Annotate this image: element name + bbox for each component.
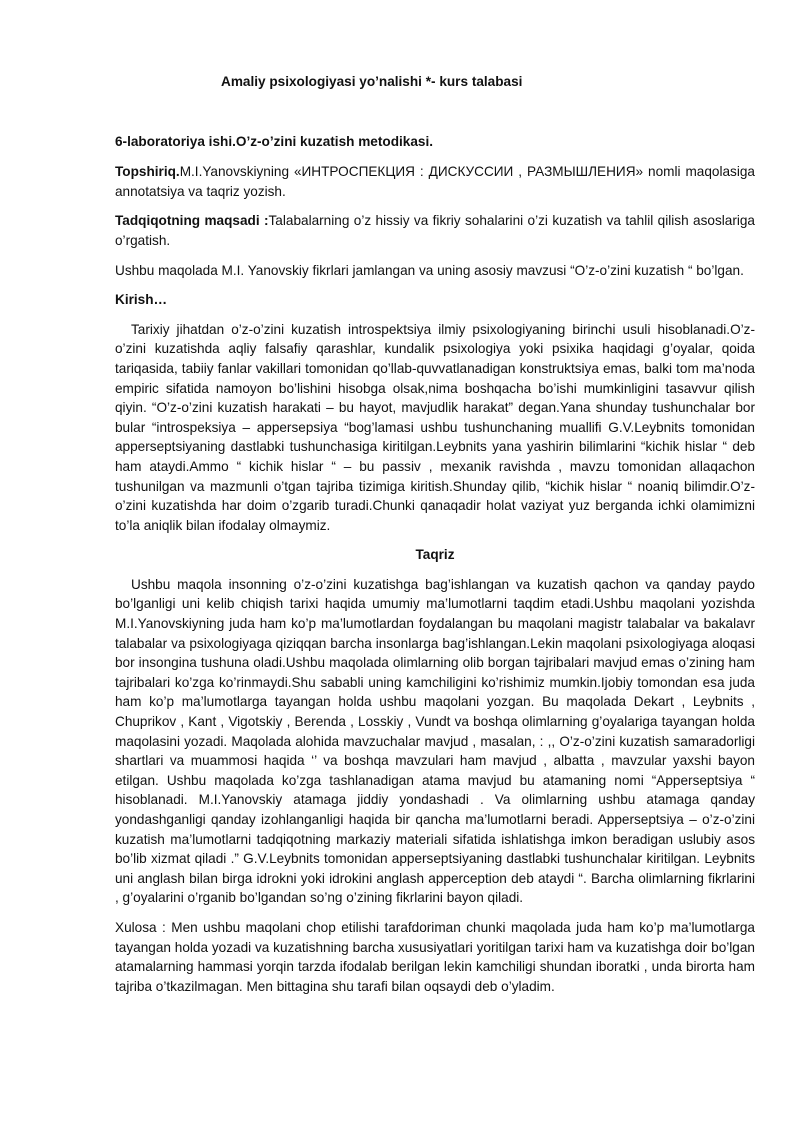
kirish-heading	[115, 290, 755, 310]
goal-label: Tadqiqotning maqsadi :	[115, 213, 269, 229]
goal-text: Talabalarning o’z hissiy va fikriy sohalarini o’zi kuzatish va tahlil qilish asoslariga o’rgatish.	[115, 213, 755, 248]
task-paragraph	[115, 162, 755, 201]
goal-paragraph	[115, 211, 755, 250]
task-label: Topshiriq.	[115, 164, 180, 180]
document-body	[115, 72, 755, 1006]
kirish-heading-text: Kirish…	[115, 292, 168, 308]
task-text: M.I.Yanovskiyning «ИНТРОСПЕКЦИЯ : ДИСКУССИИ , РАЗМЫШЛЕНИЯ» nomli maqolasiga annotatsiya va taqriz yozish.	[115, 164, 755, 199]
kirish-paragraph: Tarixiy jihatdan o’z-o’zini kuzatish introspektsiya ilmiy psixologiyaning birinchi usuli hisoblanadi.O’z-o’zini kuzatishda aqliy falsafiy qarashlar, kundalik psixologiya yoki psixika haqidagi g’oyalar, qoida tariqasida, tabiiy fanlar vakillari tomonidan qo’llab-quvvatlanadigan konstruktsiya emas, balki tom ma’noda empiric sifatida namoyon bo’lishini hisobga olsak,nima boshqacha bo’ishi mumkinligini tasavvur qilish qiyin. “O’z-o’zini kuzatish harakati – bu hayot, mavjudlik harakat” degan.Yana shunday tushunchalar bor bular “introspeksiya – appersepsiya “bog’lamasi ushbu tushunchaning muallifi G.V.Leybnits tomonidan apperseptsiyaning dastlabki tushunchasiga kiritilgan.Leybnits yana yashirin bilimlarini “kichik hislar “ deb ham ataydi.Ammo “ kichik hislar “ – bu passiv , mexanik ravishda , mavzu tomonidan allaqachon tushunilgan va mazmunli o’tgan tajriba tizimiga kiritish.Shunday qilib, “kichik hislar “ noaniq bilimdir.O’z-o’zini kuzatishda har doim o’zgarib turadi.Chunki qanaqadir holat vaziyat yuz berganda ichki olamimizni to’la aniqlik bilan ifodalay olmaymiz.	[115, 321, 755, 533]
taqriz-paragraph: Ushbu maqola insonning o’z-o’zini kuzatishga bag’ishlangan va kuzatish qachon va qanday paydo bo’lganligi uni kelib chiqish tarixi haqida umumiy ma’lumotlarni taqdim etadi.Ushbu maqolani yozishda M.I.Yanovskiyning juda ham ko’p ma’lumotlardan foydalangan bu maqolani magistr talabalar va bakalavr talabalar va psixologiyaga qiziqqan barcha insonlarga bag’ishlangan.Lekin maqolani psixologiyaga aloqasi bor insongina tushuna oladi.Ushbu maqolada olimlarning olib borgan tajribalari mavjud emas o’zining ham tajribalari ko’zga ko’rinmaydi.Shu sababli uning kamchiligini ko’rishimiz mumkin.Ijobiy tomondan esa juda ham ko’p ma’lumotlarga tayangan holda ushbu maqolani yozgan. Bu maqolada Dekart , Leybnits , Chuprikov , Kant , Vigotskiy , Berenda , Losskiy , Vundt va boshqa olimlarning g’oyalariga tayangan holda maqolasini yozadi. Maqolada alohida mavzuchalar mavjud , masalan, : ,, O’z-o’zini kuzatish samaradorligi shartlari va muammosi haqida ‘’ va boshqa mavzulari ham mavjud , albatta , mavzular yaxshi bayon etilgan. Ushbu maqolada ko’zga tashlanadigan atama mavjud bu atamaning nomi “Apperseptsiya “ hisoblanadi. M.I.Yanovskiy atamaga jiddiy yondashadi . Va olimlarning ushbu atamaga qanday yondashganligi qanday izohlanganligi haqida bir qancha ma’lumotlarni beradi. Apperseptsiya – o’z-o’zini kuzatish ma’lumotlarni tadqiqotning markaziy materiali sifatida ishlatishga imkon beradigan uslubiy asos bo’lib xizmat qiladi .” G.V.Leybnits tomonidan apperseptsiyaning dastlabki tushunchalar kiritilgan. Leybnits uni anglash bilan birga idrokni yoki idrokini anglash apperception deb ataydi “. Barcha olimlarning fikrlarini , g’oyalarini o’rganib bo’lgandan so’ng o’zining fikrlarini bayon qiladi.	[115, 576, 755, 906]
xulosa-paragraph: Xulosa : Men ushbu maqolani chop etilishi tarafdoriman chunki maqolada juda ham ko’p ma’lumotlarga tayangan holda yozadi va kuzatishning barcha xususiyatlari yoritilgan tarixi ham va kuzatishga doir bo’lgan atamalarning hammasi yorqin tarzda ifodalab berilgan lekin kamchiligi shundan iboratki , unda birorta ham tajriba o’tkazilmagan. Men bittagina shu tarafi bilan oqsaydi deb o’yladim.	[115, 919, 755, 994]
document-header: Amaliy psixologiyasi yo’nalishi *- kurs talabasi	[221, 74, 523, 89]
intro-sentence: Ushbu maqolada M.I. Yanovskiy fikrlari jamlangan va uning asosiy mavzusi “O’z-o’zini kuzatish “ bo’lgan.	[115, 262, 744, 278]
lab-title: 6-laboratoriya ishi.O’z-o’zini kuzatish metodikasi.	[115, 133, 434, 149]
taqriz-heading: Taqriz	[415, 547, 455, 563]
